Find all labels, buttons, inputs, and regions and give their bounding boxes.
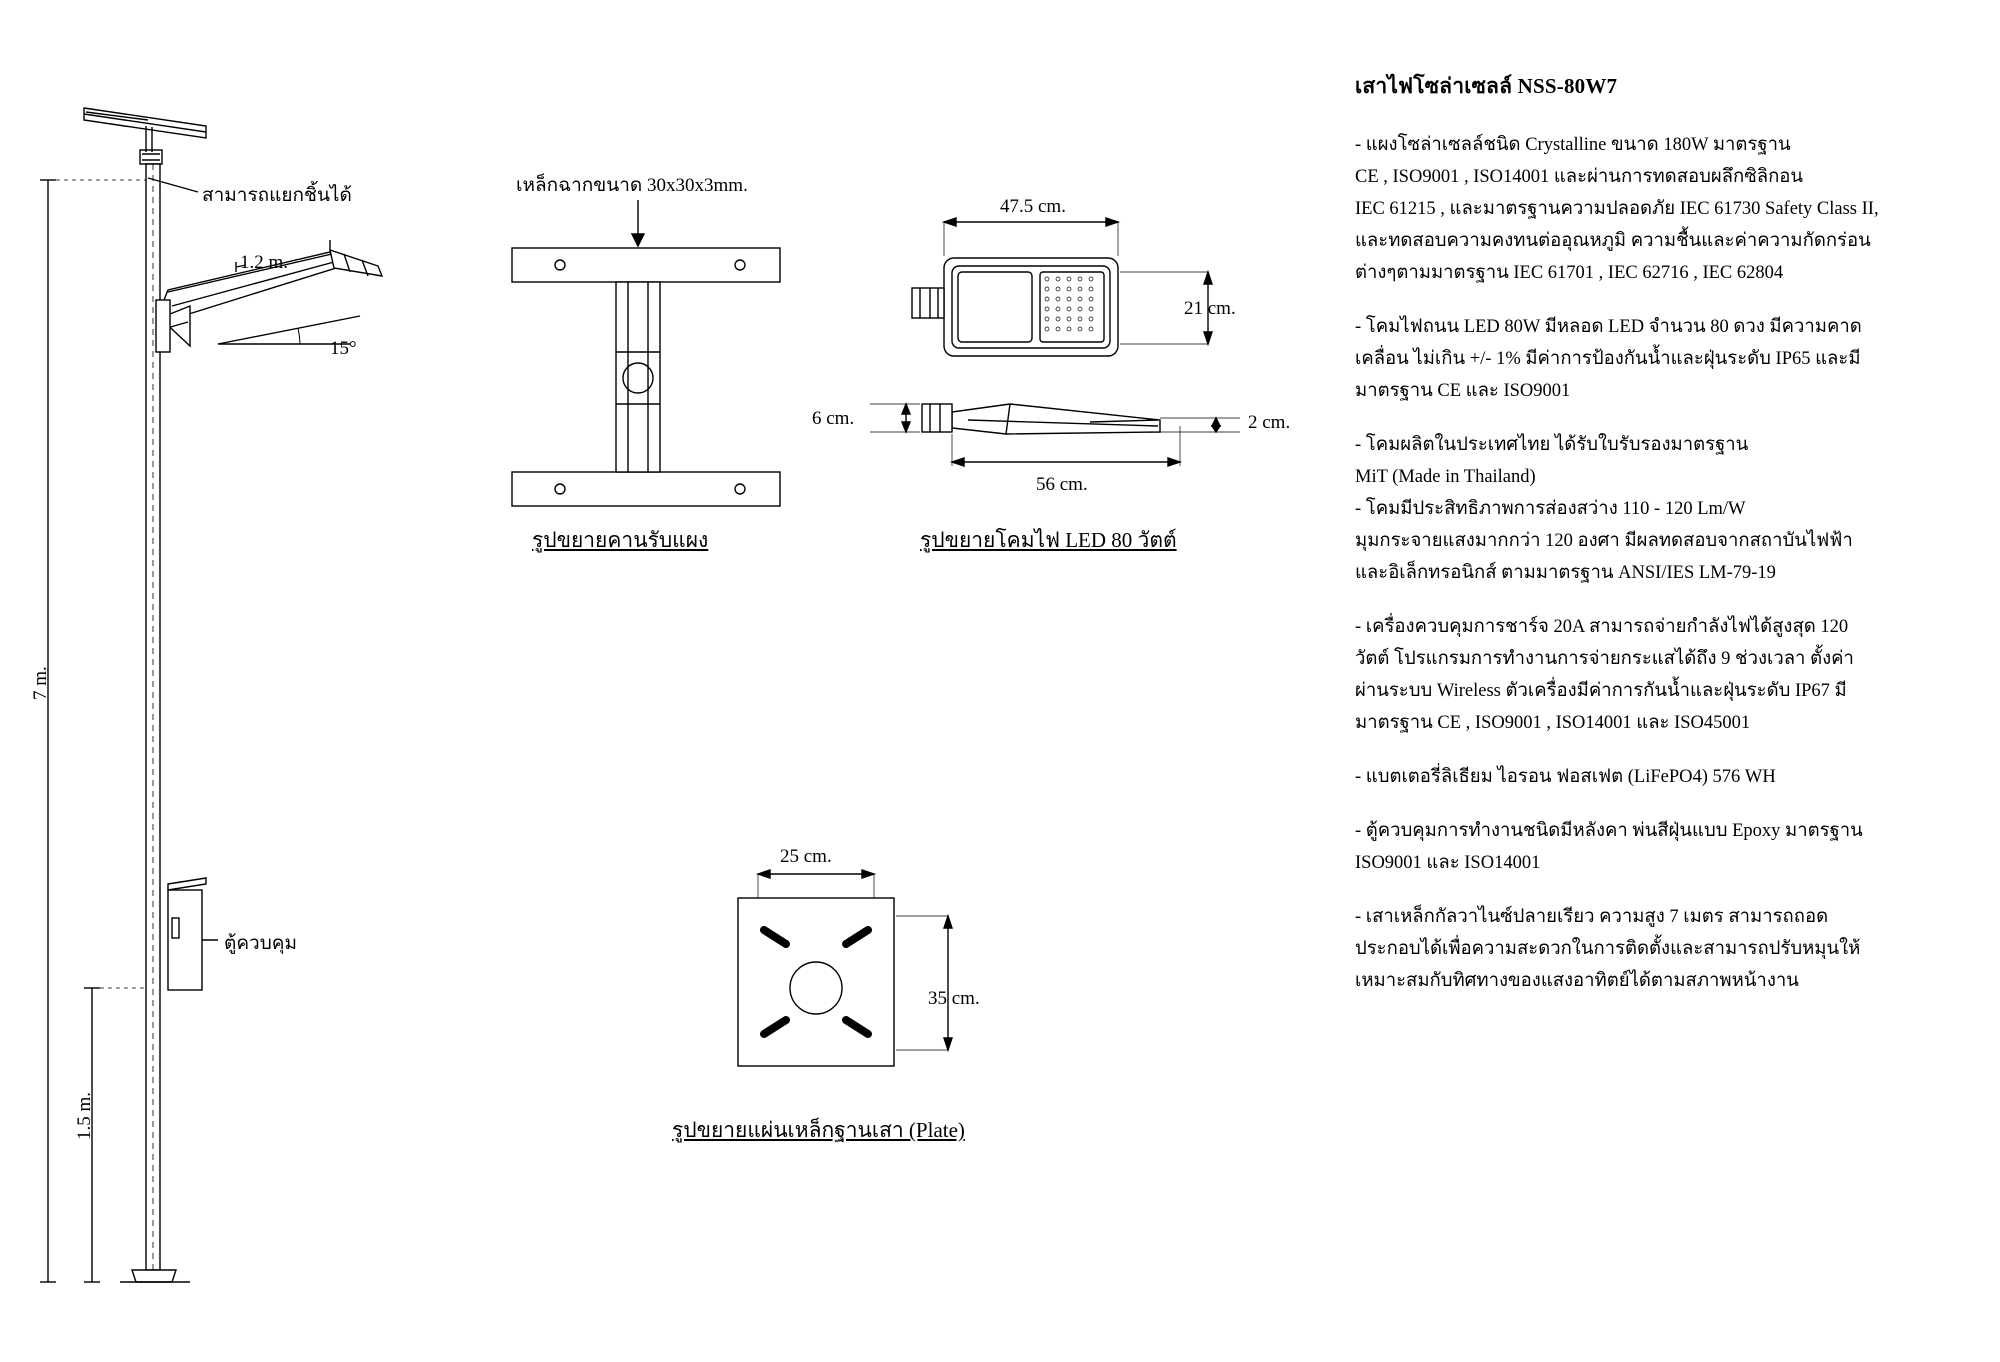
spec-line: - แบตเตอรี่ลิเธียม ไอรอน ฟอสเฟต (LiFePO4) 576 WH [1355,767,1776,787]
spec-line: เหมาะสมกับทิศทางของแสงอาทิตย์ได้ตามสภาพหน้างาน [1355,971,1799,991]
spec-line: - โคมผลิตในประเทศไทย ได้รับใบรับรองมาตรฐาน [1355,435,1749,455]
spec-line: มาตรฐาน CE , ISO9001 , ISO14001 และ ISO45001 [1355,713,1751,733]
lamp-side-view [922,404,1160,434]
caption-lamp: รูปขยายโคมไฟ LED 80 วัตต์ [920,528,1177,552]
label-lamp-thickness: 2 cm. [1248,412,1291,433]
spec-line: ต่างๆตามมาตรฐาน IEC 61701 , IEC 62716 , IEC 62804 [1355,263,1784,283]
spec-line: มาตรฐาน CE และ ISO9001 [1355,381,1571,401]
spec-line: และทดสอบความคงทนต่ออุณหภูมิ ความชื้นและค่าความกัดกร่อน [1355,231,1871,251]
label-plate-top: 25 cm. [780,846,832,867]
label-total-height: 7 m. [30,666,51,700]
control-cabinet [168,878,206,990]
label-lamp-height: 21 cm. [1184,298,1236,319]
bracket-detail-shape [512,248,780,506]
spec-block-pole [1355,901,1975,997]
solar-panel-shape [84,108,206,138]
label-angle: 15° [330,338,357,359]
spec-block-cabinet [1355,815,1975,879]
lamp-top-view [912,258,1118,356]
base-plate-shape [738,898,894,1066]
spec-line: - เครื่องควบคุมการชาร์จ 20A สามารถจ่ายกำลังไฟได้สูงสุด 120 [1355,617,1849,637]
spec-line: MiT (Made in Thailand) [1355,467,1536,487]
spec-line: ISO9001 และ ISO14001 [1355,853,1541,873]
spec-line: เคลื่อน ไม่เกิน +/- 1% มีค่าการป้องกันน้ำและฝุ่นระดับ IP65 และมี [1355,349,1861,369]
spec-line: - โคมไฟถนน LED 80W มีหลอด LED จำนวน 80 ดวง มีความคาด [1355,317,1862,337]
spec-line: - เสาเหล็กกัลวาไนซ์ปลายเรียว ความสูง 7 เมตร สามารถถอด [1355,907,1829,927]
spec-block-efficiency [1355,493,1975,589]
label-lamp-side-height: 6 cm. [812,408,855,429]
dim-2 [1160,418,1240,432]
dim-35 [896,916,952,1050]
caption-plate: รูปขยายแผ่นเหล็กฐานเสา (Plate) [672,1118,965,1142]
label-lamp-width: 47.5 cm. [1000,196,1066,217]
label-detachable: สามารถแยกชิ้นได้ [202,185,352,206]
dim-6 [870,404,920,432]
spec-line: CE , ISO9001 , ISO14001 และผ่านการทดสอบผลึกซิลิกอน [1355,167,1804,187]
spec-line: - ตู้ควบคุมการทำงานชนิดมีหลังคา พ่นสีฝุ่นแบบ Epoxy มาตรฐาน [1355,821,1863,841]
caption-bracket: รูปขยายคานรับแผง [532,528,709,552]
spec-block-mit [1355,429,1975,493]
spec-line: - โคมมีประสิทธิภาพการส่องสว่าง 110 - 120 Lm/W [1355,499,1746,519]
dim-47-5 [944,218,1118,256]
spec-line: - แผงโซล่าเซลล์ชนิด Crystalline ขนาด 180W มาตรฐาน [1355,135,1791,155]
label-lamp-length: 56 cm. [1036,474,1088,495]
spec-line: มุมกระจายแสงมากกว่า 120 องศา มีผลทดสอบจากสถาบันไฟฟ้า [1355,531,1853,551]
label-control-box: ตู้ควบคุม [224,933,298,954]
label-plate-side: 35 cm. [928,988,980,1009]
spec-line: และอิเล็กทรอนิกส์ ตามมาตรฐาน ANSI/IES LM-79-19 [1355,563,1776,583]
spec-block-battery [1355,761,1975,793]
spec-line: IEC 61215 , และมาตรฐานความปลอดภัย IEC 61730 Safety Class II, [1355,199,1879,219]
bracket-leader-arrow [632,200,644,246]
spec-title: เสาไฟโซล่าเซลล์ NSS-80W7 [1355,74,1618,98]
label-lower-height: 1.5 m. [74,1091,95,1140]
spec-line: วัตต์ โปรแกรมการทำงานการจ่ายกระแสได้ถึง 9 ช่วงเวลา ตั้งค่า [1355,649,1854,669]
label-arm-length: 1.2 m. [240,252,289,273]
label-steel-angle: เหล็กฉากขนาด 30x30x3mm. [516,175,748,196]
spec-line: ประกอบได้เพื่อความสะดวกในการติดตั้งและสามารถปรับหมุนให้ [1355,939,1861,959]
spec-block-luminaire [1355,311,1975,407]
spec-block-controller [1355,611,1975,739]
spec-block-panel [1355,129,1975,289]
dim-25 [758,870,874,898]
specification-panel [1355,70,1975,1019]
spec-line: ผ่านระบบ Wireless ตัวเครื่องมีค่าการกันน้ำและฝุ่นระดับ IP67 มี [1355,681,1847,701]
